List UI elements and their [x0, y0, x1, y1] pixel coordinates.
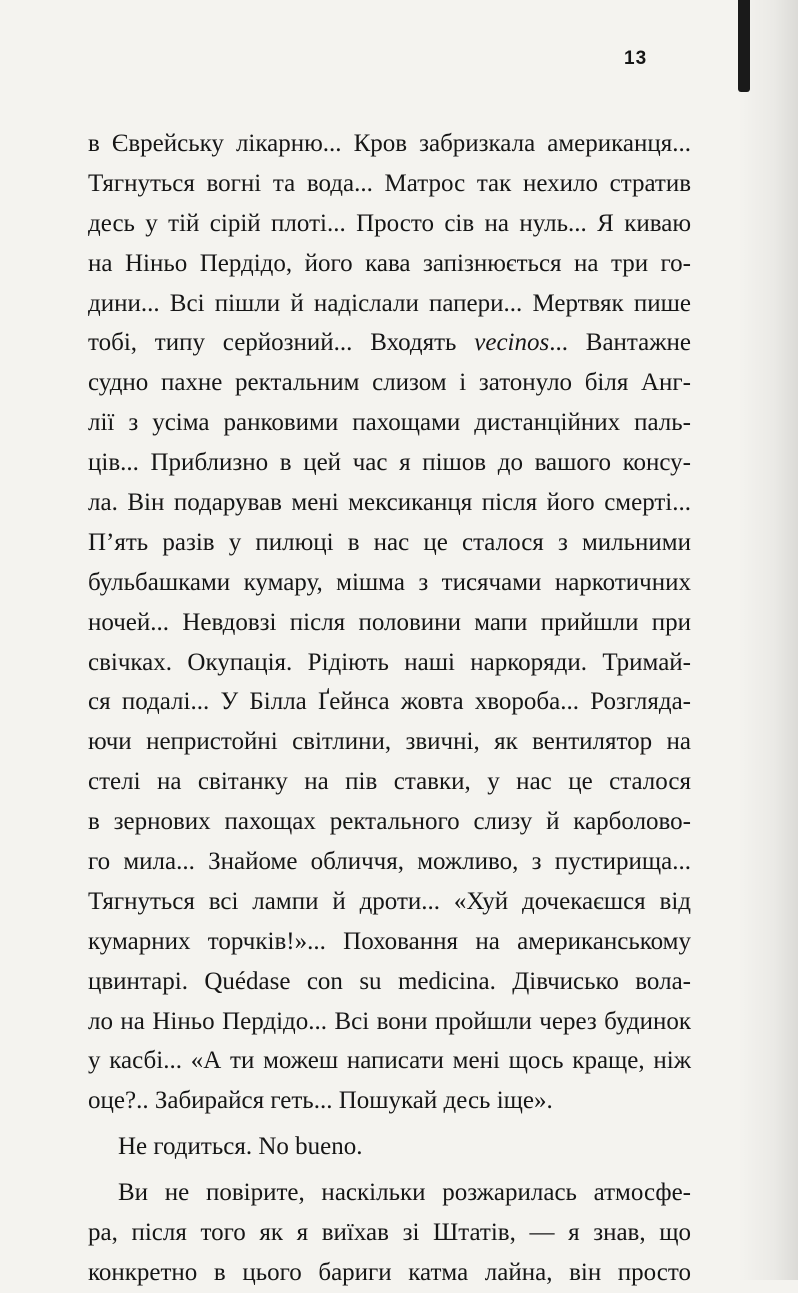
text-line: Не годиться. No bueno. — [118, 1133, 363, 1161]
text-line: ло на Ніньо Пердідо... Всі вони пройшли через будинок — [88, 1007, 691, 1035]
text-line: ла. Він подарував мені мексиканця після його смерті... — [88, 489, 691, 517]
text-line: Тягнуться вогні та вода... Матрос так нехило стратив — [88, 169, 691, 197]
page-number: 13 — [624, 48, 648, 69]
text-line: дини... Всі пішли й надіслали папери... Мертвяк пише — [88, 289, 691, 317]
text-line: цвинтарі. Quédase con su medicina. Дівчисько вола- — [88, 967, 691, 995]
text-line: десь у тій сірій плоті... Просто сів на нуль... Я киваю — [88, 209, 691, 237]
text-line: в зернових пахощах ректального слизу й карболово- — [88, 808, 691, 836]
text-line: ців... Приблизно в цей час я пішов до вашого консу- — [88, 449, 691, 477]
text-line: Ви не повірите, наскільки розжарилась атмосфе- — [118, 1179, 691, 1207]
text-line: оце?.. Забирайся геть... Пошукай десь іще». — [88, 1087, 553, 1115]
text-line: на Ніньо Пердідо, його кава запізнюється на три го- — [88, 249, 691, 277]
text-line: свічках. Окупація. Рідіють наші наркоряди. Тримай- — [88, 648, 691, 676]
text-line: го мила... Знайоме обличчя, можливо, з пустирища... — [88, 848, 691, 876]
paragraph-1 — [88, 124, 691, 1121]
paragraph-2 — [88, 1127, 691, 1167]
text-line: ночей... Невдовзі після половини мапи прийшли при — [88, 608, 691, 636]
text-line: у касбі... «А ти можеш написати мені щось краще, ніж — [88, 1047, 691, 1075]
page-edge-mark — [738, 0, 750, 92]
text-line: в Єврейську лікарню... Кров забризкала американця... — [88, 130, 691, 157]
text-line: ся подалі... У Білла Ґейнса жовта хвороба... Розгляда- — [88, 688, 691, 716]
text-line: лії з усіма ранковими пахощами дистанційних паль- — [88, 409, 691, 437]
text-line: П’ять разів у пилюці в нас це сталося з мильними — [88, 528, 691, 556]
text-line: ючи непристойні світлини, звичні, як вентилятор на — [88, 728, 691, 756]
body-text — [88, 124, 691, 1293]
text-line: тобі, типу серйозний... Входять vecinos... Вантажне — [88, 329, 691, 357]
text-line: судно пахне ректальним слизом і затонуло біля Анг- — [88, 369, 691, 397]
text-line: кумарних торчків!»... Поховання на американському — [88, 927, 691, 955]
paragraph-3 — [88, 1173, 691, 1293]
text-line: стелі на світанку на пів ставки, у нас це сталося — [88, 768, 691, 796]
page-spine-shadow — [738, 0, 798, 1280]
text-line: Тягнуться всі лампи й дроти... «Хуй дочекаєшся від — [88, 887, 691, 915]
text-line: бульбашками кумару, мішма з тисячами наркотичних — [88, 568, 691, 596]
text-line: ра, після того як я виїхав зі Штатів, — я знав, що — [88, 1219, 691, 1247]
text-line: конкретно в цього бариги катма лайна, він просто — [88, 1258, 691, 1286]
